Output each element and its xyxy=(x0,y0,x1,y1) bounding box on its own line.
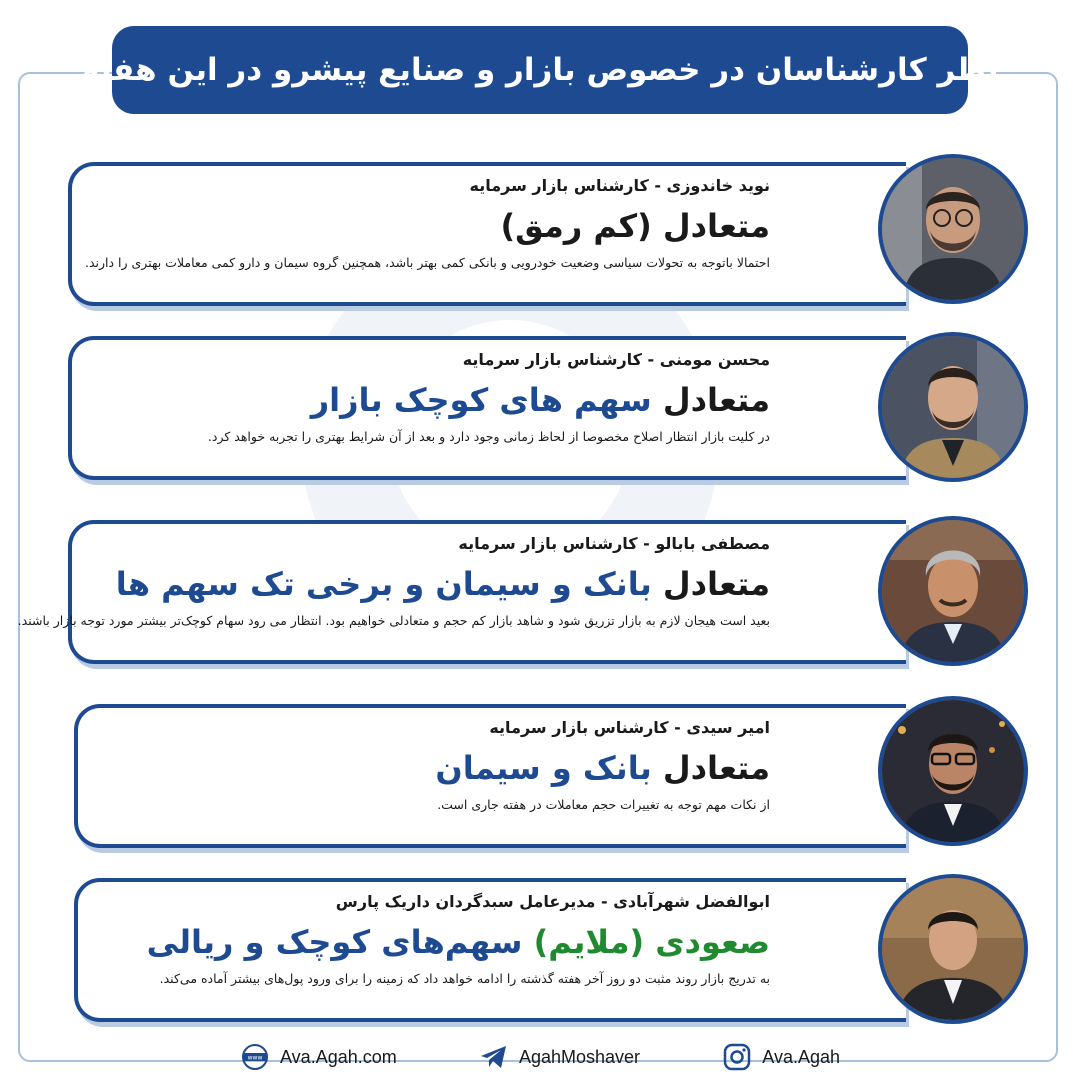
expert-card-2 xyxy=(68,336,906,480)
expert-name: امیر سیدی - کارشناس بازار سرمایه xyxy=(489,718,770,737)
outlook-sectors: سهم‌های کوچک و ریالی xyxy=(146,923,523,961)
outlook-label: متعادل xyxy=(662,565,770,603)
instagram-icon xyxy=(722,1042,752,1072)
expert-description: بعید است هیجان لازم به بازار تزریق شود و شاهد بازار کم حجم و متعادلی خواهیم بود. انتظار می رود سهام کوچک‌تر بیشتر مورد توجه بازار باشند. xyxy=(17,613,770,628)
expert-description: از نکات مهم توجه به تغییرات حجم معاملات در هفته جاری است. xyxy=(437,797,770,812)
telegram-text: AgahMoshaver xyxy=(518,1046,641,1067)
expert-photo-1 xyxy=(878,154,1028,304)
telegram-icon xyxy=(479,1042,509,1072)
expert-outlook xyxy=(92,923,770,961)
expert-photo-3 xyxy=(878,516,1028,666)
outlook-sectors: سهم های کوچک بازار xyxy=(310,381,652,419)
expert-name: محسن مومنی - کارشناس بازار سرمایه xyxy=(462,350,770,369)
outlook-label: متعادل xyxy=(662,381,770,419)
expert-card-4 xyxy=(74,704,906,848)
expert-outlook xyxy=(86,207,770,245)
outlook-label: متعادل (کم رمق) xyxy=(500,207,770,245)
page-title: نظر کارشناسان در خصوص بازار و صنایع پیشرو در این هفته xyxy=(81,52,999,88)
expert-name: مصطفی بابالو - کارشناس بازار سرمایه xyxy=(458,534,770,553)
expert-description: در کلیت بازار انتظار اصلاح مخصوصا از لحاظ زمانی وجود دارد و بعد از آن شرایط بهتری را تجربه خواهد کرد. xyxy=(207,429,770,444)
telegram-link[interactable] xyxy=(479,1042,640,1072)
expert-outlook xyxy=(86,565,770,603)
outlook-sectors: بانک و سیمان xyxy=(435,749,652,787)
outlook-sectors: بانک و سیمان و برخی تک سهم ها xyxy=(115,565,652,603)
expert-outlook xyxy=(86,381,770,419)
expert-card-3 xyxy=(17,520,906,664)
outlook-label: صعودی (ملایم) xyxy=(533,923,770,961)
expert-outlook xyxy=(92,749,770,787)
expert-photo-2 xyxy=(878,332,1028,482)
globe-icon xyxy=(240,1042,270,1072)
expert-card-1 xyxy=(68,162,906,306)
expert-name: نوید خاندوزی - کارشناس بازار سرمایه xyxy=(469,176,770,195)
expert-description: احتمالا باتوجه به تحولات سیاسی وضعیت خودرویی و بانکی کمی بهتر باشد، همچنین گروه سیمان و دارو کمی معاملات بهتری را دارند. xyxy=(84,255,770,270)
instagram-link[interactable] xyxy=(722,1042,840,1072)
outlook-label: متعادل xyxy=(662,749,770,787)
expert-name: ابوالفضل شهرآبادی - مدیرعامل سبدگردان داریک پارس xyxy=(335,892,770,911)
svg-text:www: www xyxy=(247,1054,263,1062)
expert-card-5 xyxy=(74,878,906,1022)
website-text: Ava.Agah.com xyxy=(280,1046,397,1067)
title-banner xyxy=(81,26,999,114)
expert-photo-5 xyxy=(878,874,1028,1024)
website-link[interactable] xyxy=(240,1042,397,1072)
expert-description: به تدریج بازار روند مثبت دو روز آخر هفته گذشته را ادامه خواهد داد که زمینه را برای ورود پول‌های بیشتر آماده می‌کند. xyxy=(159,971,770,986)
expert-photo-4 xyxy=(878,696,1028,846)
instagram-text: Ava.Agah xyxy=(762,1046,840,1067)
footer-contacts xyxy=(240,1040,840,1074)
